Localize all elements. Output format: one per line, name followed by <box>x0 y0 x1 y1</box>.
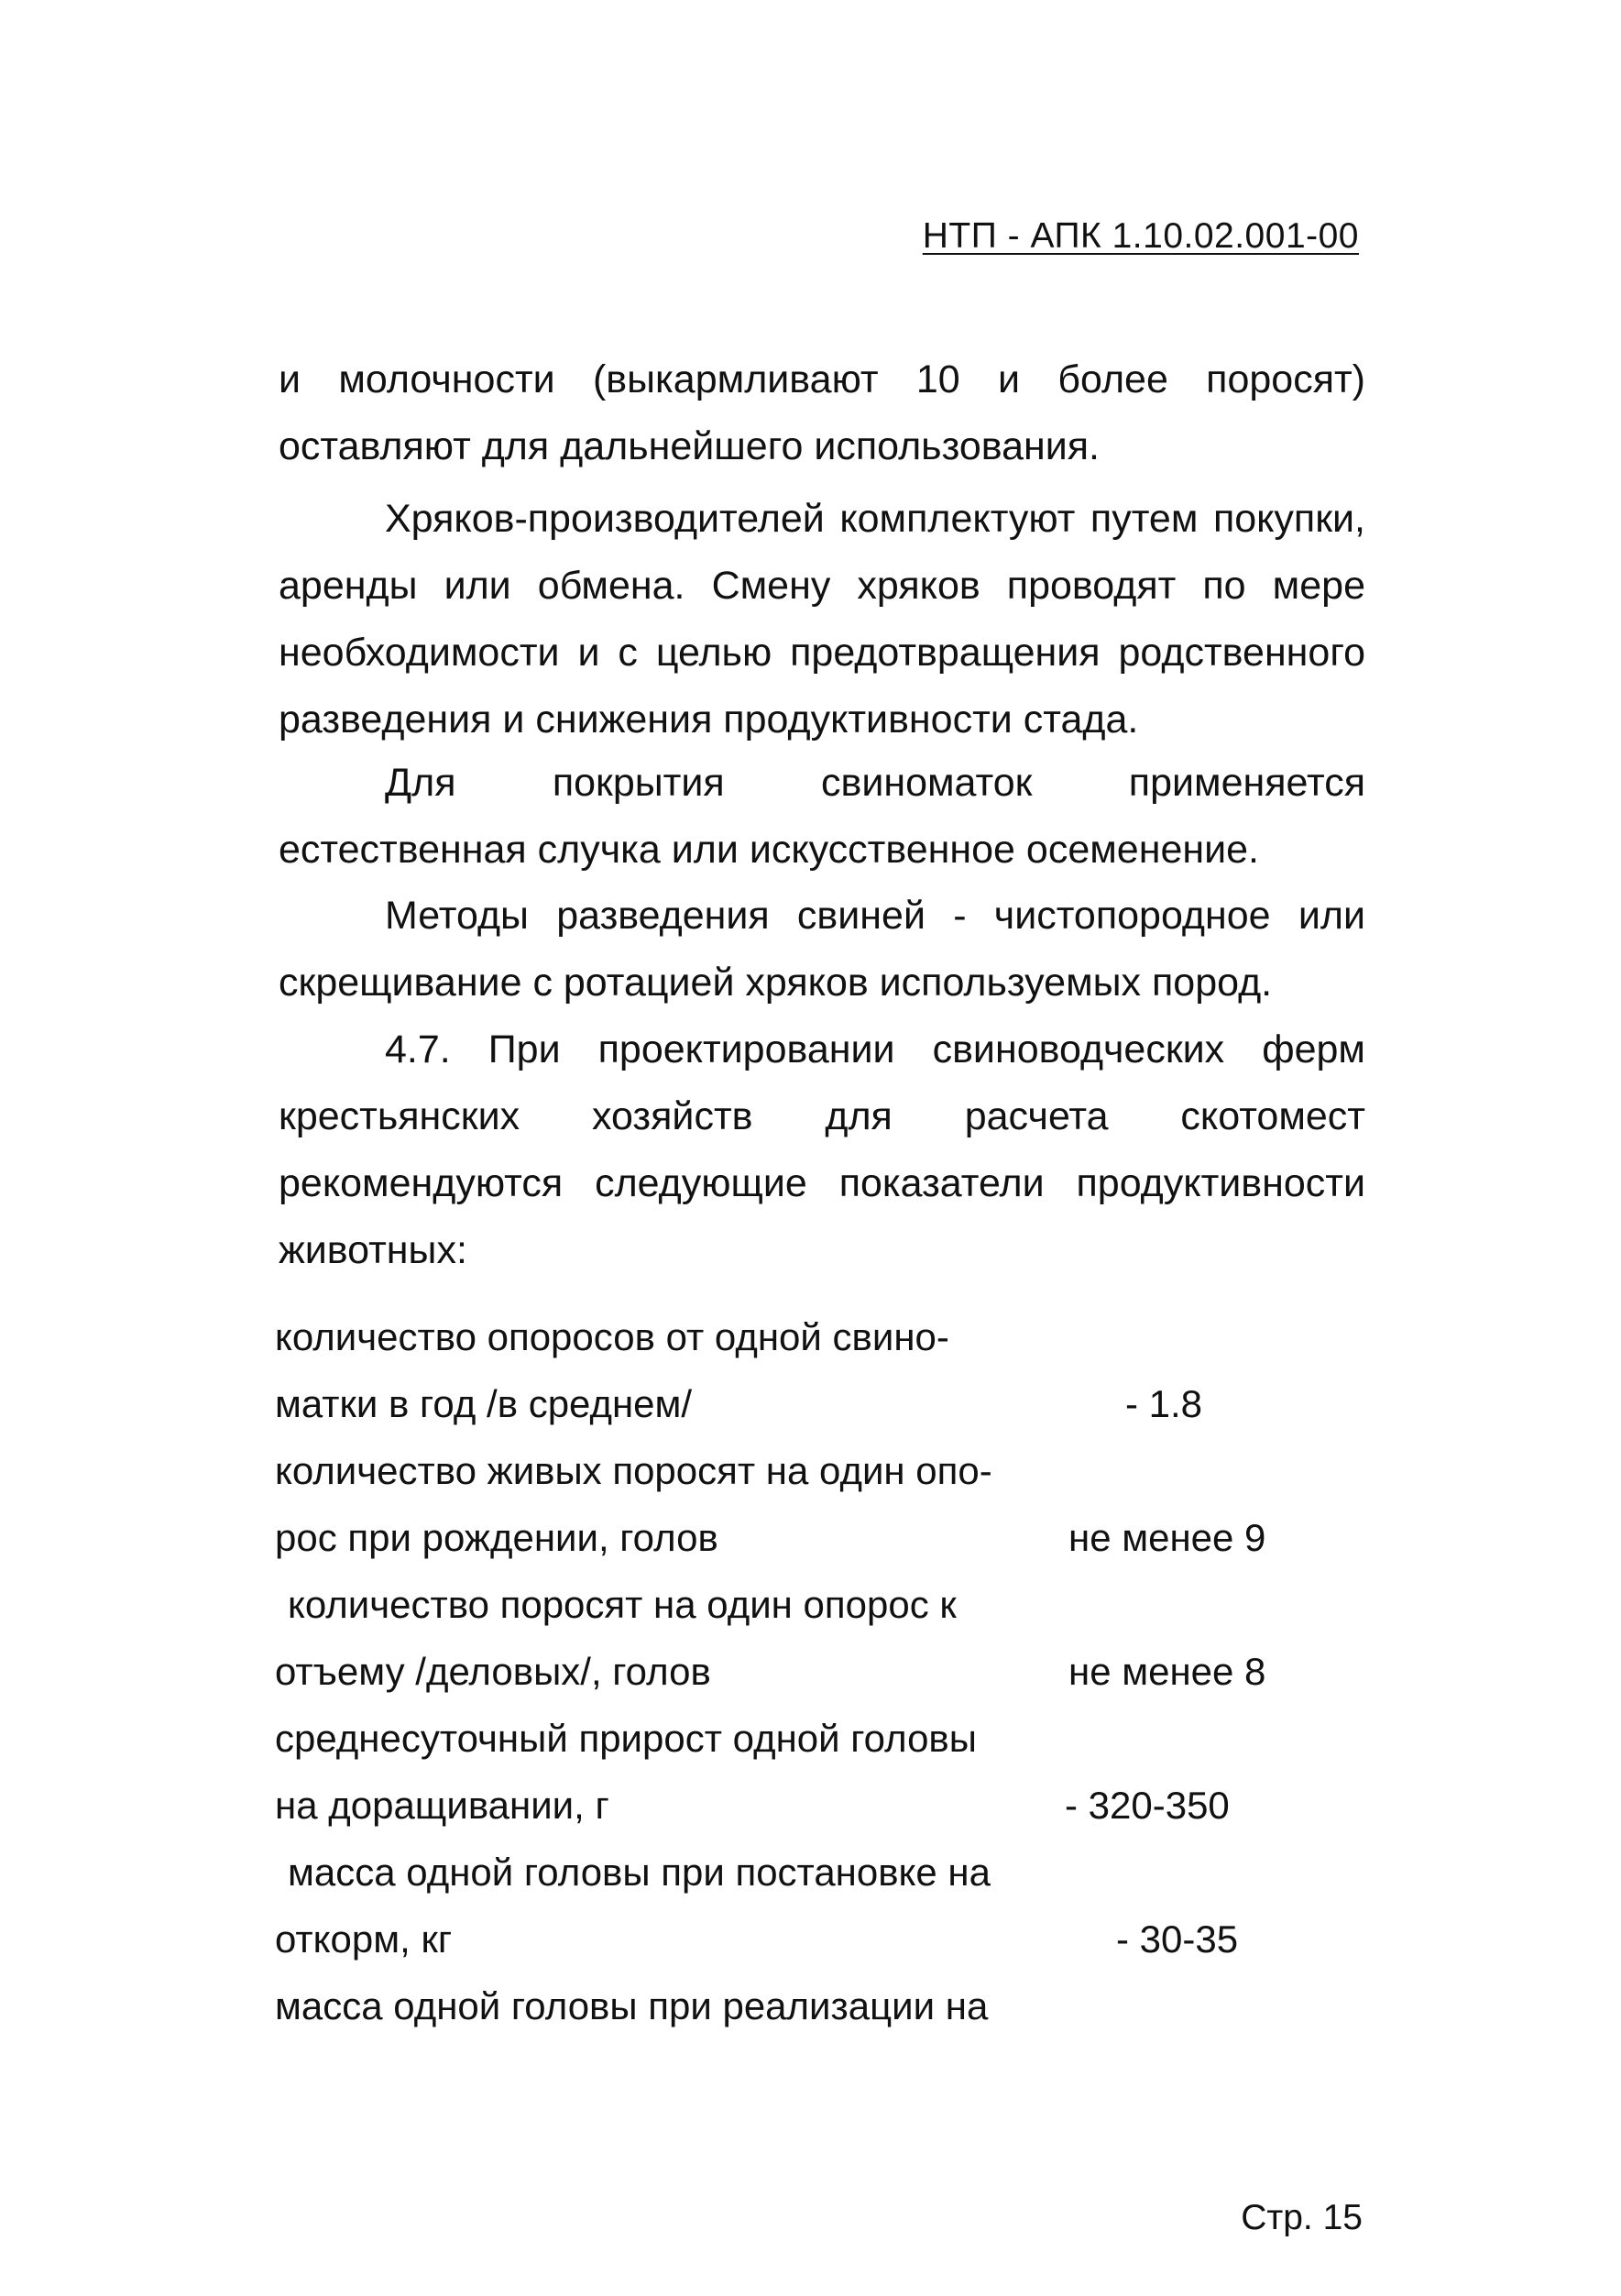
document-code-header: НТП - АПК 1.10.02.001-00 <box>922 216 1359 256</box>
indicator-label: масса одной головы при постановке на <box>288 1851 991 1894</box>
indicator-label: рос при рождении, голов <box>275 1516 718 1559</box>
indicator-row <box>275 1437 1283 1504</box>
indicator-row <box>275 1370 1283 1437</box>
indicator-row <box>275 1571 1283 1638</box>
indicator-row <box>275 1839 1283 1906</box>
indicator-label: откорм, кг <box>275 1917 453 1961</box>
productivity-indicators-list <box>275 1303 1283 2039</box>
indicator-label: масса одной головы при реализации на <box>275 1984 989 2027</box>
paragraph-breeding-methods: Методы разведения свиней - чистопородное или скрещивание с ротацией хряков используемых пород. <box>279 894 1365 1005</box>
indicator-label: на доращивании, г <box>275 1784 609 1827</box>
indicator-value: - 320-350 <box>1065 1784 1230 1827</box>
paragraph-section-4-7: 4.7. При проектировании свиноводческих ферм крестьянских хозяйств для расчета скотомест рекомендуются следующие показатели продуктивности животных: <box>279 1027 1365 1272</box>
page-number: Стр. 15 <box>1241 2198 1363 2237</box>
indicator-row <box>275 1638 1283 1705</box>
indicator-label: количество живых поросят на один опо- <box>275 1449 992 1492</box>
indicator-value: - 1.8 <box>1125 1382 1203 1425</box>
indicator-row <box>275 1504 1283 1571</box>
indicator-row <box>275 1906 1283 1972</box>
indicator-label: среднесуточный прирост одной головы <box>275 1717 977 1760</box>
indicator-label: матки в год /в среднем/ <box>275 1382 693 1425</box>
indicator-label: отъему /деловых/, голов <box>275 1650 711 1693</box>
indicator-row <box>275 1772 1283 1839</box>
indicator-label: количество опоросов от одной свино- <box>275 1315 949 1358</box>
indicator-label: количество поросят на один опорос к <box>288 1583 957 1626</box>
indicator-row <box>275 1705 1283 1772</box>
indicator-value: не менее 8 <box>1068 1650 1266 1693</box>
paragraph-boars: Хряков-производителей комплектуют путем покупки, аренды или обмена. Смену хряков проводят по мере необходимости и с целью предотвращения родственного разведения и снижения продуктивности стада. <box>279 497 1365 742</box>
indicator-row <box>275 1972 1283 2039</box>
indicator-value: не менее 9 <box>1068 1516 1266 1559</box>
indicator-value: - 30-35 <box>1116 1917 1239 1961</box>
paragraph-milk-continuation: и молочности (выкармливают 10 и более поросят) оставляют для дальнейшего использования. <box>279 357 1365 468</box>
paragraph-insemination: Для покрытия свиноматок применяется естественная случка или искусственное осеменение. <box>279 761 1365 872</box>
indicator-row <box>275 1303 1283 1370</box>
